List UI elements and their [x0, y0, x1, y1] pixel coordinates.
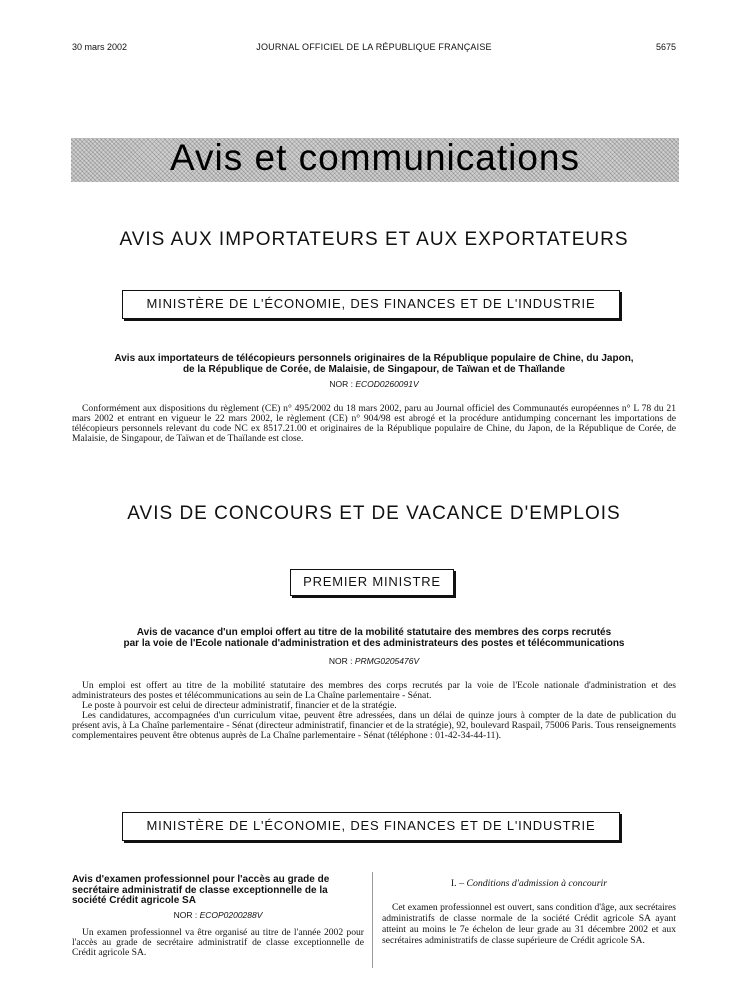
nor-reference — [72, 910, 364, 920]
nor-code: ECOP0200288V — [199, 909, 263, 920]
paragraph: Cet examen professionnel est ouvert, sans condition d'âge, aux secrétaires administratifs de classe normale de la société Crédit agricole SA ayant atteint au moins le 7e échelon de leur grade au 31 décembre 2002 et aux secrétaires administratifs de classe supérieure de Crédit agricole SA. — [382, 902, 676, 946]
ministry-box: MINISTÈRE DE L'ÉCONOMIE, DES FINANCES ET DE L'INDUSTRIE — [122, 290, 620, 319]
paragraph: Conformément aux dispositions du règlement (CE) n° 495/2002 du 18 mars 2002, paru au Journal officiel des Communautés européennes n° L 78 du 21 mars 2002 et entrant en vigueur le 22 mars 2002, le règlement (CE) n° 904/98 est abrogé et la procédure antidumping concernant les importations de télécopieurs personnels relevant du code NC ex 8517.21.00 et originaires de la République populaire de Chine, du Japon, de la République de Corée, de Malaisie, de Singapour, de Taïwan et de Thaïlande est close. — [72, 403, 676, 444]
nor-label: NOR : — [173, 909, 198, 920]
notice-body — [72, 928, 364, 958]
subheading-text: Conditions d'admission à concourir — [466, 878, 608, 889]
subheading-number: I. – — [450, 878, 464, 889]
nor-reference — [0, 656, 748, 666]
paragraph: Un examen professionnel va être organisé au titre de l'année 2002 pour l'accès au grade de secrétaire administratif de classe exceptionnelle de Crédit agricole SA. — [72, 926, 364, 958]
notice-title-line: Avis aux importateurs de télécopieurs personnels originaires de la République populaire de Chine, du Japon, — [114, 353, 634, 364]
banner-title: Avis et communications — [170, 137, 580, 178]
ministry-box: MINISTÈRE DE L'ÉCONOMIE, DES FINANCES ET DE L'INDUSTRIE — [122, 812, 620, 841]
page-number: 5675 — [655, 42, 676, 52]
paragraph: Un emploi est offert au titre de la mobilité statutaire des membres des corps recrutés par la voie de l'Ecole nationale d'administration et des administrateurs des postes et télécommunications au sein de La Chaîne parlementaire - Sénat. — [72, 680, 676, 701]
notice-title-line: Avis de vacance d'un emploi offert au titre de la mobilité statutaire des membres des corps recrutés — [136, 627, 612, 638]
paragraph: Les candidatures, accompagnées d'un curriculum vitae, peuvent être adressées, dans un délai de quinze jours à compter de la date de publication du présent avis, à La Chaîne parlementaire - Sénat (directeur administratif, financier et de la stratégie), 92, boulevard Raspail, 75006 Paris. Tous renseignements complementaires peuvent être obtenus auprès de La Chaîne parlementaire - Sénat (téléphone : 01-42-34-44-11). — [72, 710, 676, 741]
nor-reference — [0, 379, 748, 389]
right-column — [382, 878, 676, 946]
left-column — [72, 875, 364, 958]
notice-body — [72, 681, 676, 741]
nor-code: PRMG0205476V — [354, 656, 420, 666]
paragraph: Le poste à pourvoir est celui de directeur administratif, financier et de la stratégie. — [82, 700, 397, 711]
notice-title-line: par la voie de l'Ecole nationale d'administration et des administrateurs des postes et télécommunications — [123, 638, 625, 649]
notice-title-line: de la République de Corée, de Malaisie, de Singapour, de Taïwan et de Thaïlande — [182, 364, 566, 375]
notice-body — [72, 404, 676, 444]
nor-label: NOR : — [328, 656, 353, 666]
nor-label: NOR : — [329, 379, 353, 389]
header-date: 30 mars 2002 — [72, 42, 128, 52]
authority-box: PREMIER MINISTRE — [290, 569, 454, 596]
notice-body — [382, 902, 676, 946]
nor-code: ECOD0260091V — [355, 379, 419, 389]
notice-title: Avis d'examen professionnel pour l'accès au grade de secrétaire administratif de classe exceptionnelle de la société Crédit agricole SA — [72, 874, 330, 906]
column-divider — [372, 872, 373, 968]
section-heading-concours: AVIS DE CONCOURS ET DE VACANCE D'EMPLOIS — [127, 503, 621, 524]
journal-title: JOURNAL OFFICIEL DE LA RÉPUBLIQUE FRANÇAISE — [256, 42, 492, 52]
section-heading-importers: AVIS AUX IMPORTATEURS ET AUX EXPORTATEURS — [119, 229, 629, 250]
subheading — [382, 878, 676, 889]
